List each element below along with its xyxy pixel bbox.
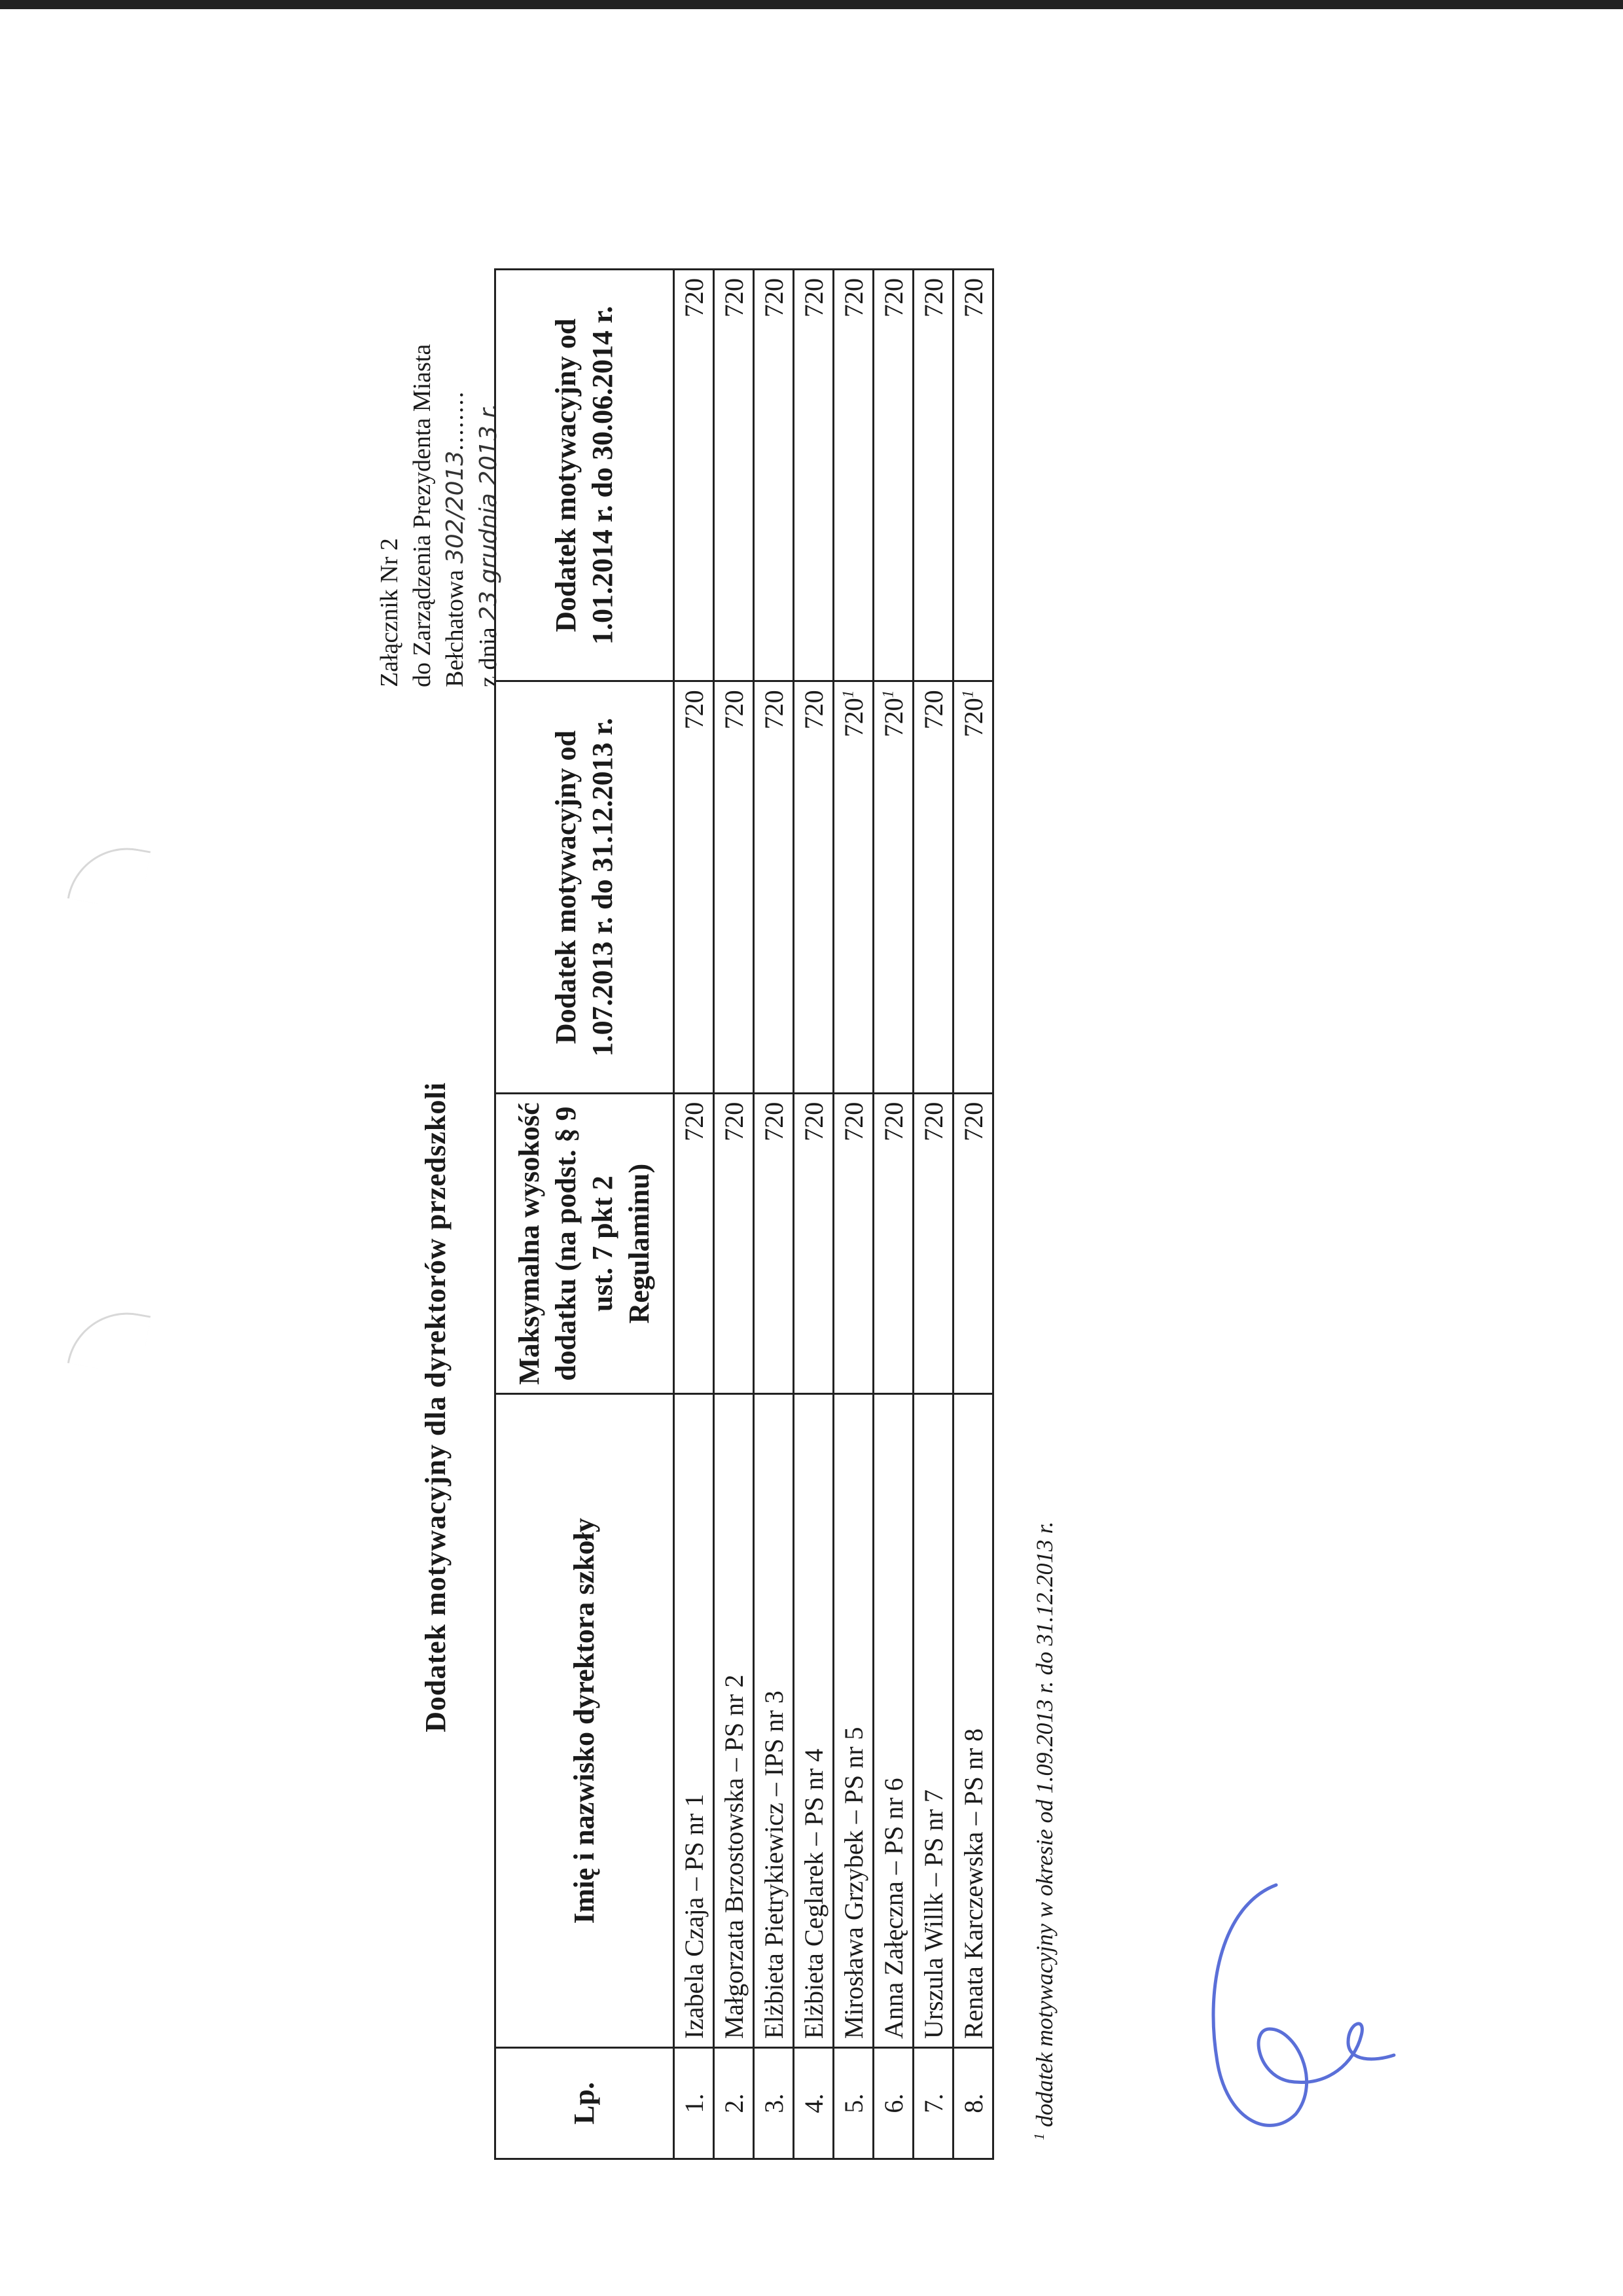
allowance-table	[494, 268, 994, 2160]
cell-max: 720	[914, 1093, 954, 1394]
cell-h2	[794, 681, 834, 1093]
cell-h1: 720	[754, 270, 794, 681]
footnote-mark: 1	[1031, 2133, 1047, 2140]
cell-h2	[754, 681, 794, 1093]
cell-h2-value: 720	[958, 698, 988, 738]
cell-name: Anna Załęczna – PS nr 6	[874, 1394, 914, 2048]
dotted-fill: ........	[441, 390, 469, 451]
annex-line	[438, 229, 472, 687]
document-title: Dodatek motywacyjny dla dyrektorów przedszkoli	[419, 1082, 452, 1732]
handwritten-order-number: 302/2013	[442, 450, 469, 564]
cell-h2-value: 720	[798, 690, 829, 730]
cell-h2-value: 720	[878, 698, 908, 738]
cell-h2	[954, 681, 993, 1093]
table-row	[954, 270, 993, 2159]
cell-h1: 720	[834, 270, 874, 681]
table-header-row	[495, 270, 674, 2159]
annex-date-label: z dnia	[474, 627, 502, 687]
cell-name: Elżbieta Ceglarek – PS nr 4	[794, 1394, 834, 2048]
cell-h2-value: 720	[679, 690, 709, 730]
cell-max: 720	[754, 1093, 794, 1394]
header-max: Maksymalna wysokość dodatku (na podst. § 9 ust. 7 pkt 2 Regulaminu)	[495, 1093, 674, 1394]
table-row	[794, 270, 834, 2159]
header-h1-2014: Dodatek motywacyjny od 1.01.2014 r. do 30.06.2014 r.	[495, 270, 674, 681]
footnote	[1031, 1521, 1058, 2140]
cell-h2	[874, 681, 914, 1093]
header-h2-2013: Dodatek motywacyjny od 1.07.2013 r. do 31.12.2013 r.	[495, 681, 674, 1093]
table-row	[714, 270, 754, 2159]
cell-max: 720	[714, 1093, 754, 1394]
cell-max: 720	[794, 1093, 834, 1394]
table-row	[874, 270, 914, 2159]
cell-lp: 5.	[834, 2048, 874, 2159]
cell-name: Elżbieta Pietrykiewicz – IPS nr 3	[754, 1394, 794, 2048]
cell-name: Mirosława Grzybek – PS nr 5	[834, 1394, 874, 2048]
cell-h1: 720	[714, 270, 754, 681]
cell-max: 720	[674, 1093, 714, 1394]
footnote-ref: 1	[840, 690, 857, 698]
cell-name: Urszula Willk – PS nr 7	[914, 1394, 954, 2048]
cell-name: Małgorzata Brzostowska – PS nr 2	[714, 1394, 754, 2048]
annex-line: Załącznik Nr 2	[376, 538, 403, 687]
handwritten-date: 23 grudnia 2013 r.	[475, 403, 502, 621]
cell-h1: 720	[674, 270, 714, 681]
cell-max: 720	[874, 1093, 914, 1394]
cell-lp: 7.	[914, 2048, 954, 2159]
signature-mark	[1198, 1865, 1433, 2153]
cell-h2-value: 720	[918, 690, 948, 730]
cell-h1: 720	[914, 270, 954, 681]
signature-stroke	[1213, 1885, 1394, 2125]
cell-h1: 720	[874, 270, 914, 681]
cell-h2-value: 720	[758, 690, 789, 730]
cell-h1: 720	[954, 270, 993, 681]
annex-header	[373, 229, 505, 687]
footnote-text: dodatek motywacyjny w okresie od 1.09.2013 r. do 31.12.2013 r.	[1031, 1521, 1058, 2127]
cell-name: Izabela Czaja – PS nr 1	[674, 1394, 714, 2048]
cell-h2	[834, 681, 874, 1093]
punch-hole-mark	[67, 1303, 151, 1376]
cell-max: 720	[954, 1093, 993, 1394]
table-row	[914, 270, 954, 2159]
rotated-document	[376, 229, 1113, 2160]
footnote-ref: 1	[880, 690, 897, 698]
header-lp: Lp.	[495, 2048, 674, 2159]
footnote-ref: 1	[959, 690, 977, 698]
annex-city: Bełchatowa	[441, 569, 469, 687]
cell-h2-value: 720	[838, 698, 868, 738]
cell-lp: 2.	[714, 2048, 754, 2159]
cell-lp: 8.	[954, 2048, 993, 2159]
cell-h2-value: 720	[719, 690, 749, 730]
cell-h2	[714, 681, 754, 1093]
cell-lp: 3.	[754, 2048, 794, 2159]
scan-edge	[0, 0, 1623, 9]
cell-lp: 1.	[674, 2048, 714, 2159]
table-row	[834, 270, 874, 2159]
cell-lp: 6.	[874, 2048, 914, 2159]
punch-hole-mark	[67, 838, 151, 911]
table-row	[754, 270, 794, 2159]
cell-lp: 4.	[794, 2048, 834, 2159]
cell-max: 720	[834, 1093, 874, 1394]
cell-h2	[674, 681, 714, 1093]
cell-name: Renata Karczewska – PS nr 8	[954, 1394, 993, 2048]
table-row	[674, 270, 714, 2159]
cell-h1: 720	[794, 270, 834, 681]
cell-h2	[914, 681, 954, 1093]
header-name: Imię i nazwisko dyrektora szkoły	[495, 1394, 674, 2048]
annex-line: do Zarządzenia Prezydenta Miasta	[408, 344, 436, 687]
